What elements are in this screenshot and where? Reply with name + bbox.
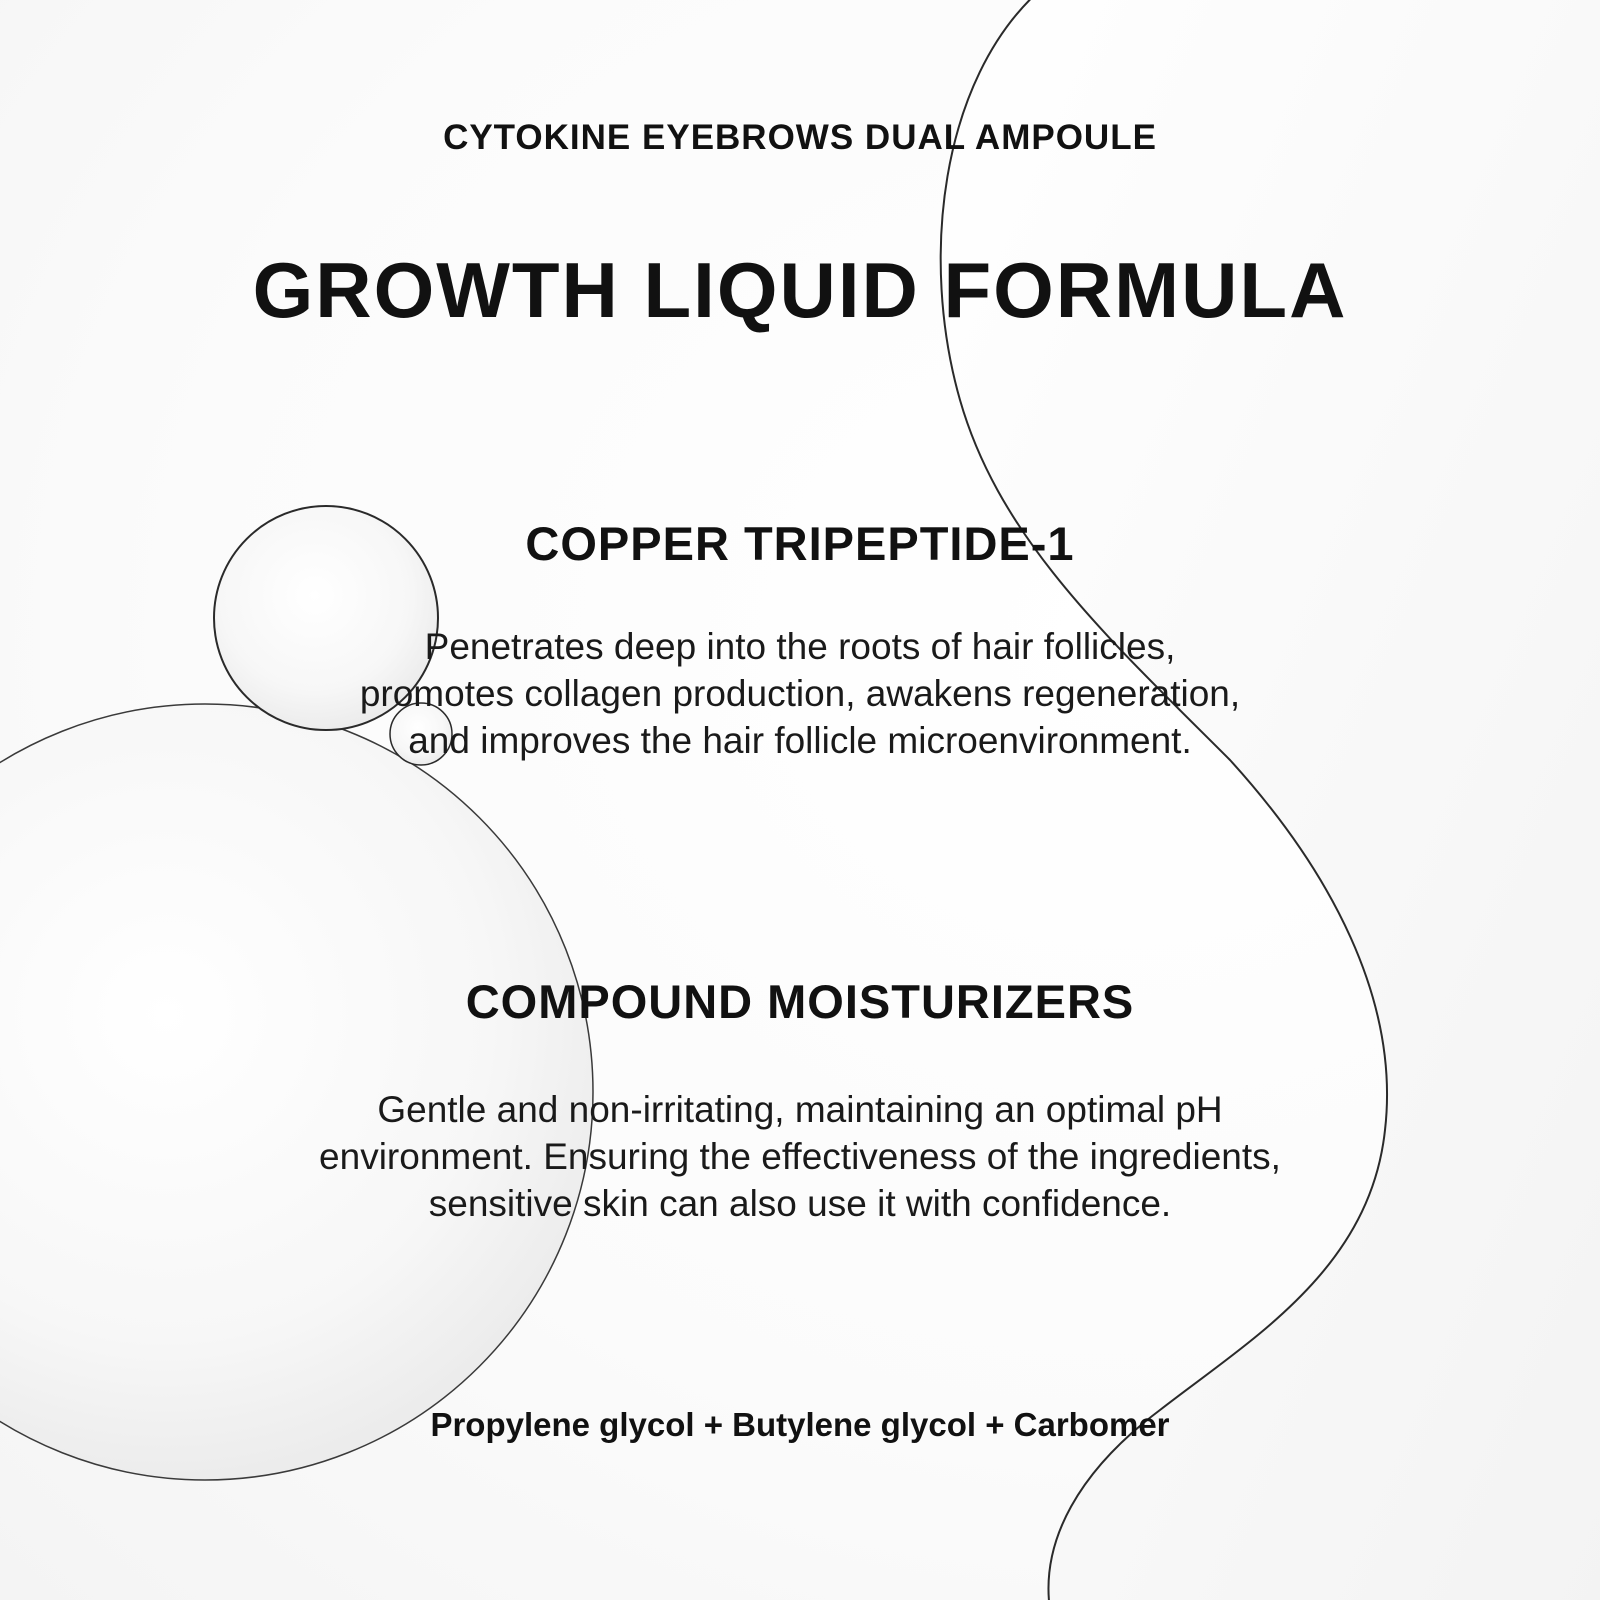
- description-line: environment. Ensuring the effectiveness of the ingredients,: [319, 1136, 1281, 1177]
- page-title: GROWTH LIQUID FORMULA: [252, 246, 1348, 334]
- section-heading-compound-moisturizers: COMPOUND MOISTURIZERS: [465, 975, 1135, 1028]
- description-line: Penetrates deep into the roots of hair follicles,: [424, 626, 1176, 667]
- section-heading-copper-tripeptide: COPPER TRIPEPTIDE-1: [525, 517, 1075, 570]
- description-line: sensitive skin can also use it with confidence.: [428, 1183, 1172, 1224]
- product-subtitle: CYTOKINE EYEBROWS DUAL AMPOULE: [443, 118, 1157, 157]
- description-line: and improves the hair follicle microenvironment.: [408, 720, 1192, 761]
- section-description-copper-tripeptide: [0, 623, 1600, 764]
- section-description-compound-moisturizers: [0, 1086, 1600, 1227]
- ingredients-footer: Propylene glycol + Butylene glycol + Carbomer: [430, 1406, 1170, 1443]
- description-line: promotes collagen production, awakens regeneration,: [359, 673, 1241, 714]
- description-line: Gentle and non-irritating, maintaining an optimal pH: [377, 1089, 1223, 1130]
